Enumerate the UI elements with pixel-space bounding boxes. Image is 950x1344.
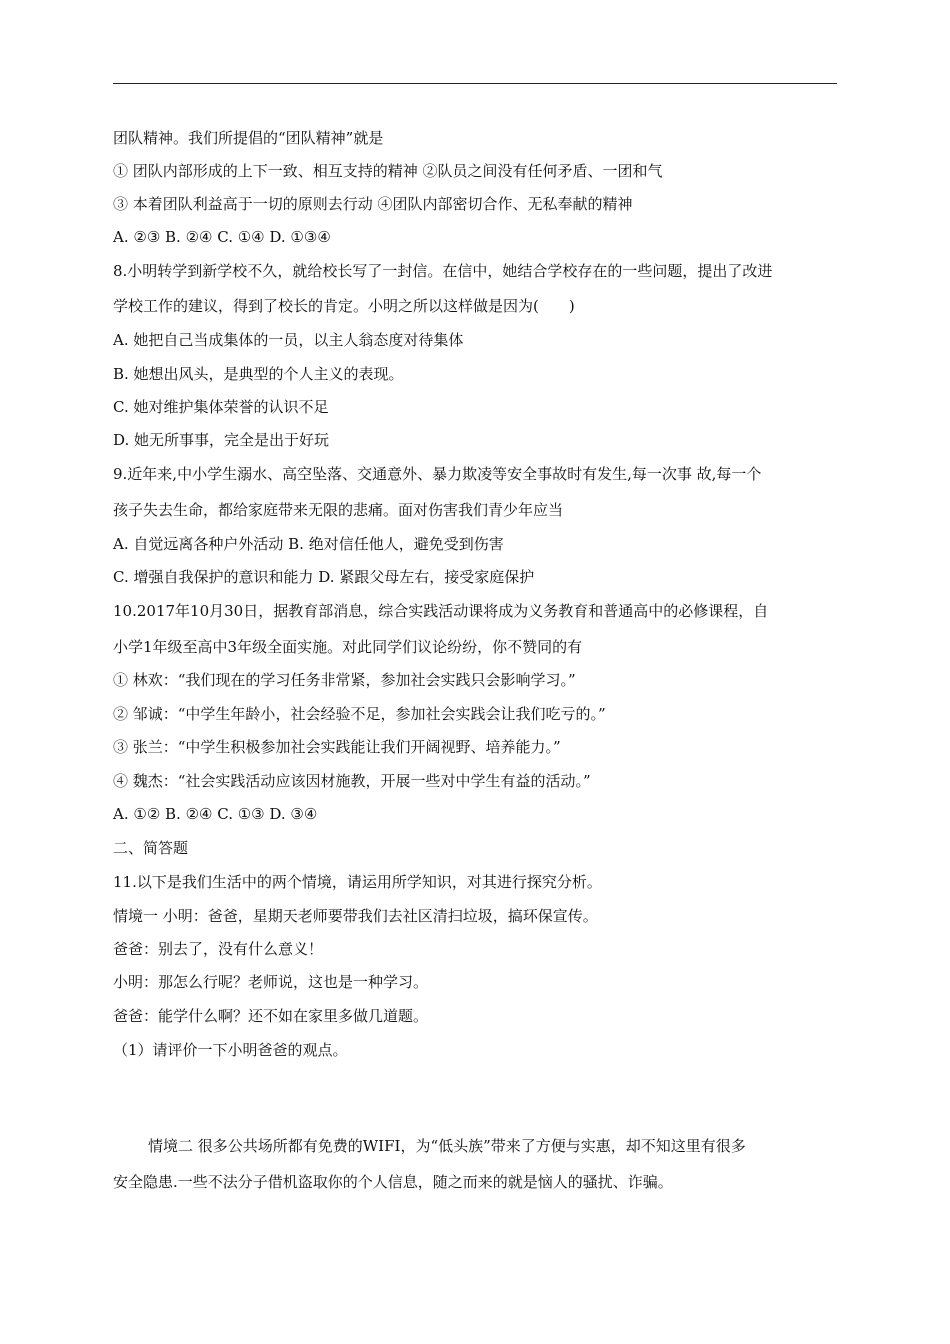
question-8-stem: 8.小明转学到新学校不久，就给校长写了一封信。在信中，她结合学校存在的一些问题，提出了改进	[113, 262, 773, 280]
question-8-option-b: B. 她想出风头，是典型的个人主义的表现。	[113, 365, 404, 383]
question-9-options-ab: A. 自觉远离各种户外活动 B. 绝对信任他人，避免受到伤害	[113, 535, 504, 553]
question-8-option-d: D. 她无所事事，完全是出于好玩	[113, 431, 330, 449]
question-11-stem: 11.以下是我们生活中的两个情境，请运用所学知识，对其进行探究分析。	[113, 873, 602, 891]
question-10-statement: ② 邹诚：“中学生年龄小，社会经验不足，参加社会实践会让我们吃亏的。”	[113, 705, 606, 723]
text-line: 团队精神。我们所提倡的“团队精神”就是	[113, 129, 384, 147]
question-10-statement: ③ 张兰：“中学生积极参加社会实践能让我们开阔视野、培养能力。”	[113, 738, 561, 756]
question-8-stem: 学校工作的建议，得到了校长的肯定。小明之所以这样做是因为( )	[113, 297, 575, 315]
question-10-stem: 小学1年级至高中3年级全面实施。对此同学们议论纷纷，你不赞同的有	[113, 638, 583, 656]
header-rule	[113, 83, 837, 84]
answer-options: A. ②③ B. ②④ C. ①④ D. ①③④	[113, 228, 331, 246]
scenario-dialogue: 爸爸：能学什么啊？还不如在家里多做几道题。	[113, 1007, 429, 1025]
scenario-dialogue: 爸爸：别去了，没有什么意义！	[113, 940, 324, 958]
scenario-dialogue: 情境一 小明：爸爸，星期天老师要带我们去社区清扫垃圾，搞环保宣传。	[113, 907, 598, 925]
option-line: ① 团队内部形成的上下一致、相互支持的精神 ②队员之间没有任何矛盾、一团和气	[113, 162, 663, 180]
question-8-option-c: C. 她对维护集体荣誉的认识不足	[113, 398, 329, 416]
question-9-options-cd: C. 增强自我保护的意识和能力 D. 紧跟父母左右，接受家庭保护	[113, 568, 535, 586]
question-8-option-a: A. 她把自己当成集体的一员，以主人翁态度对待集体	[113, 331, 464, 349]
question-10-statement: ① 林欢：“我们现在的学习任务非常紧，参加社会实践只会影响学习。”	[113, 671, 576, 689]
scenario-dialogue: 小明：那怎么行呢？老师说，这也是一种学习。	[113, 973, 429, 991]
sub-question-1: （1）请评价一下小明爸爸的观点。	[113, 1041, 348, 1059]
question-9-stem: 孩子失去生命，都给家庭带来无限的悲痛。面对伤害我们青少年应当	[113, 501, 564, 519]
option-line: ③ 本着团队利益高于一切的原则去行动 ④团队内部密切合作、无私奉献的精神	[113, 195, 633, 213]
section-heading: 二、简答题	[113, 839, 189, 857]
question-10-stem: 10.2017年10月30日，据教育部消息，综合实践活动课将成为义务教育和普通高中的必修课程，自	[113, 602, 769, 620]
scenario-two-text: 情境二 很多公共场所都有免费的WIFI，为“低头族”带来了方便与实惠，却不知这里有很多	[148, 1137, 746, 1155]
answer-options: A. ①② B. ②④ C. ①③ D. ③④	[113, 805, 318, 823]
question-9-stem: 9.近年来,中小学生溺水、高空坠落、交通意外、暴力欺凌等安全事故时有发生,每一次事 故,每一个	[113, 465, 762, 483]
scenario-two-text: 安全隐患.一些不法分子借机盗取你的个人信息，随之而来的就是恼人的骚扰、诈骗。	[113, 1173, 673, 1191]
question-10-statement: ④ 魏杰：“社会实践活动应该因材施教，开展一些对中学生有益的活动。”	[113, 772, 591, 790]
